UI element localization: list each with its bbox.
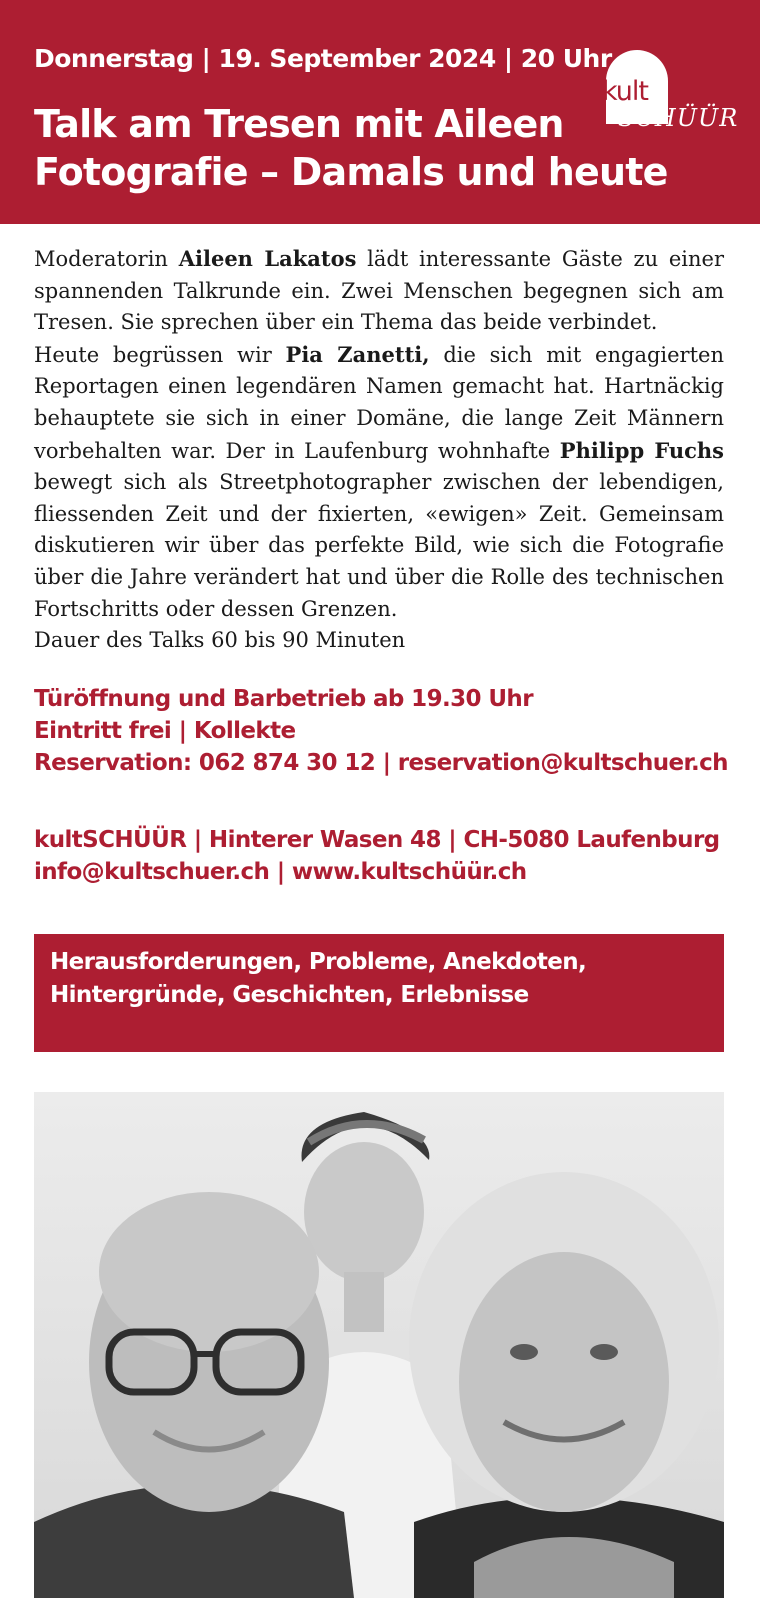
- reservation-line[interactable]: Reservation: 062 874 30 12 | reservation@kultschuer.ch: [34, 750, 728, 776]
- title-line-1: Talk am Tresen mit Aileen: [34, 102, 564, 146]
- topics-line-2: Hintergründe, Geschichten, Erlebnisse: [50, 982, 529, 1008]
- paragraph-duration: Dauer des Talks 60 bis 90 Minuten: [34, 628, 406, 653]
- description-text: [34, 243, 724, 657]
- text-span: Heute begrüssen wir: [34, 342, 286, 367]
- topics-text: [50, 946, 710, 1012]
- portrait-photo: [34, 1092, 724, 1598]
- topics-banner: [34, 934, 724, 1052]
- kultschuur-logo: [598, 46, 739, 136]
- topics-line-1: Herausforderungen, Probleme, Anekdoten,: [50, 949, 587, 975]
- portrait-illustration: [34, 1092, 724, 1598]
- header-bar: [0, 0, 760, 224]
- guest-name-1: Pia Zanetti,: [285, 341, 430, 367]
- text-span: Moderatorin: [34, 247, 179, 271]
- entry-line: Eintritt frei | Kollekte: [34, 718, 296, 744]
- person-right: [409, 1172, 724, 1598]
- event-date: Donnerstag | 19. September 2024 | 20 Uhr: [34, 44, 612, 73]
- logo-text-kult: kult: [602, 76, 649, 107]
- paragraph-guests: [34, 339, 724, 625]
- text-span: die sich mit engagierten Reportagen einen legendären Namen gemacht hat. Hartnäckig behauptete sie sich in einer Domäne, die lange Zeit Männern vorbehalten war. Der in Laufenburg wohnhafte: [34, 342, 724, 463]
- paragraph-intro: [34, 243, 724, 339]
- event-info-block: [34, 683, 734, 779]
- venue-contact-line[interactable]: info@kultschuer.ch | www.kultschüür.ch: [34, 859, 527, 885]
- text-span: lädt interessante Gäste zu einer spannenden Talkrunde ein. Zwei Menschen begegnen sich am Tresen. Sie sprechen über ein Thema das beide verbindet.: [34, 247, 725, 335]
- venue-info-block: [34, 824, 734, 888]
- title-line-2: Fotografie – Damals und heute: [34, 150, 668, 194]
- logo-text-schuur: SCHÜÜR: [618, 104, 739, 132]
- moderator-name: Aileen Lakatos: [178, 246, 357, 271]
- page-edge: [760, 0, 764, 1598]
- venue-address-line: kultSCHÜÜR | Hinterer Wasen 48 | CH-5080 Laufenburg: [34, 827, 720, 853]
- doors-open-line: Türöffnung und Barbetrieb ab 19.30 Uhr: [34, 686, 533, 712]
- text-span: bewegt sich als Streetphotographer zwischen der lebendigen, fliessenden Zeit und der fixierten, «ewigen» Zeit. Gemeinsam diskutieren wir über das perfekte Bild, wie sich die Fotografie über die Jahre verändert hat und über die Rolle des technischen Fortschritts oder dessen Grenzen.: [34, 470, 724, 621]
- guest-name-2: Philipp Fuchs: [559, 437, 725, 463]
